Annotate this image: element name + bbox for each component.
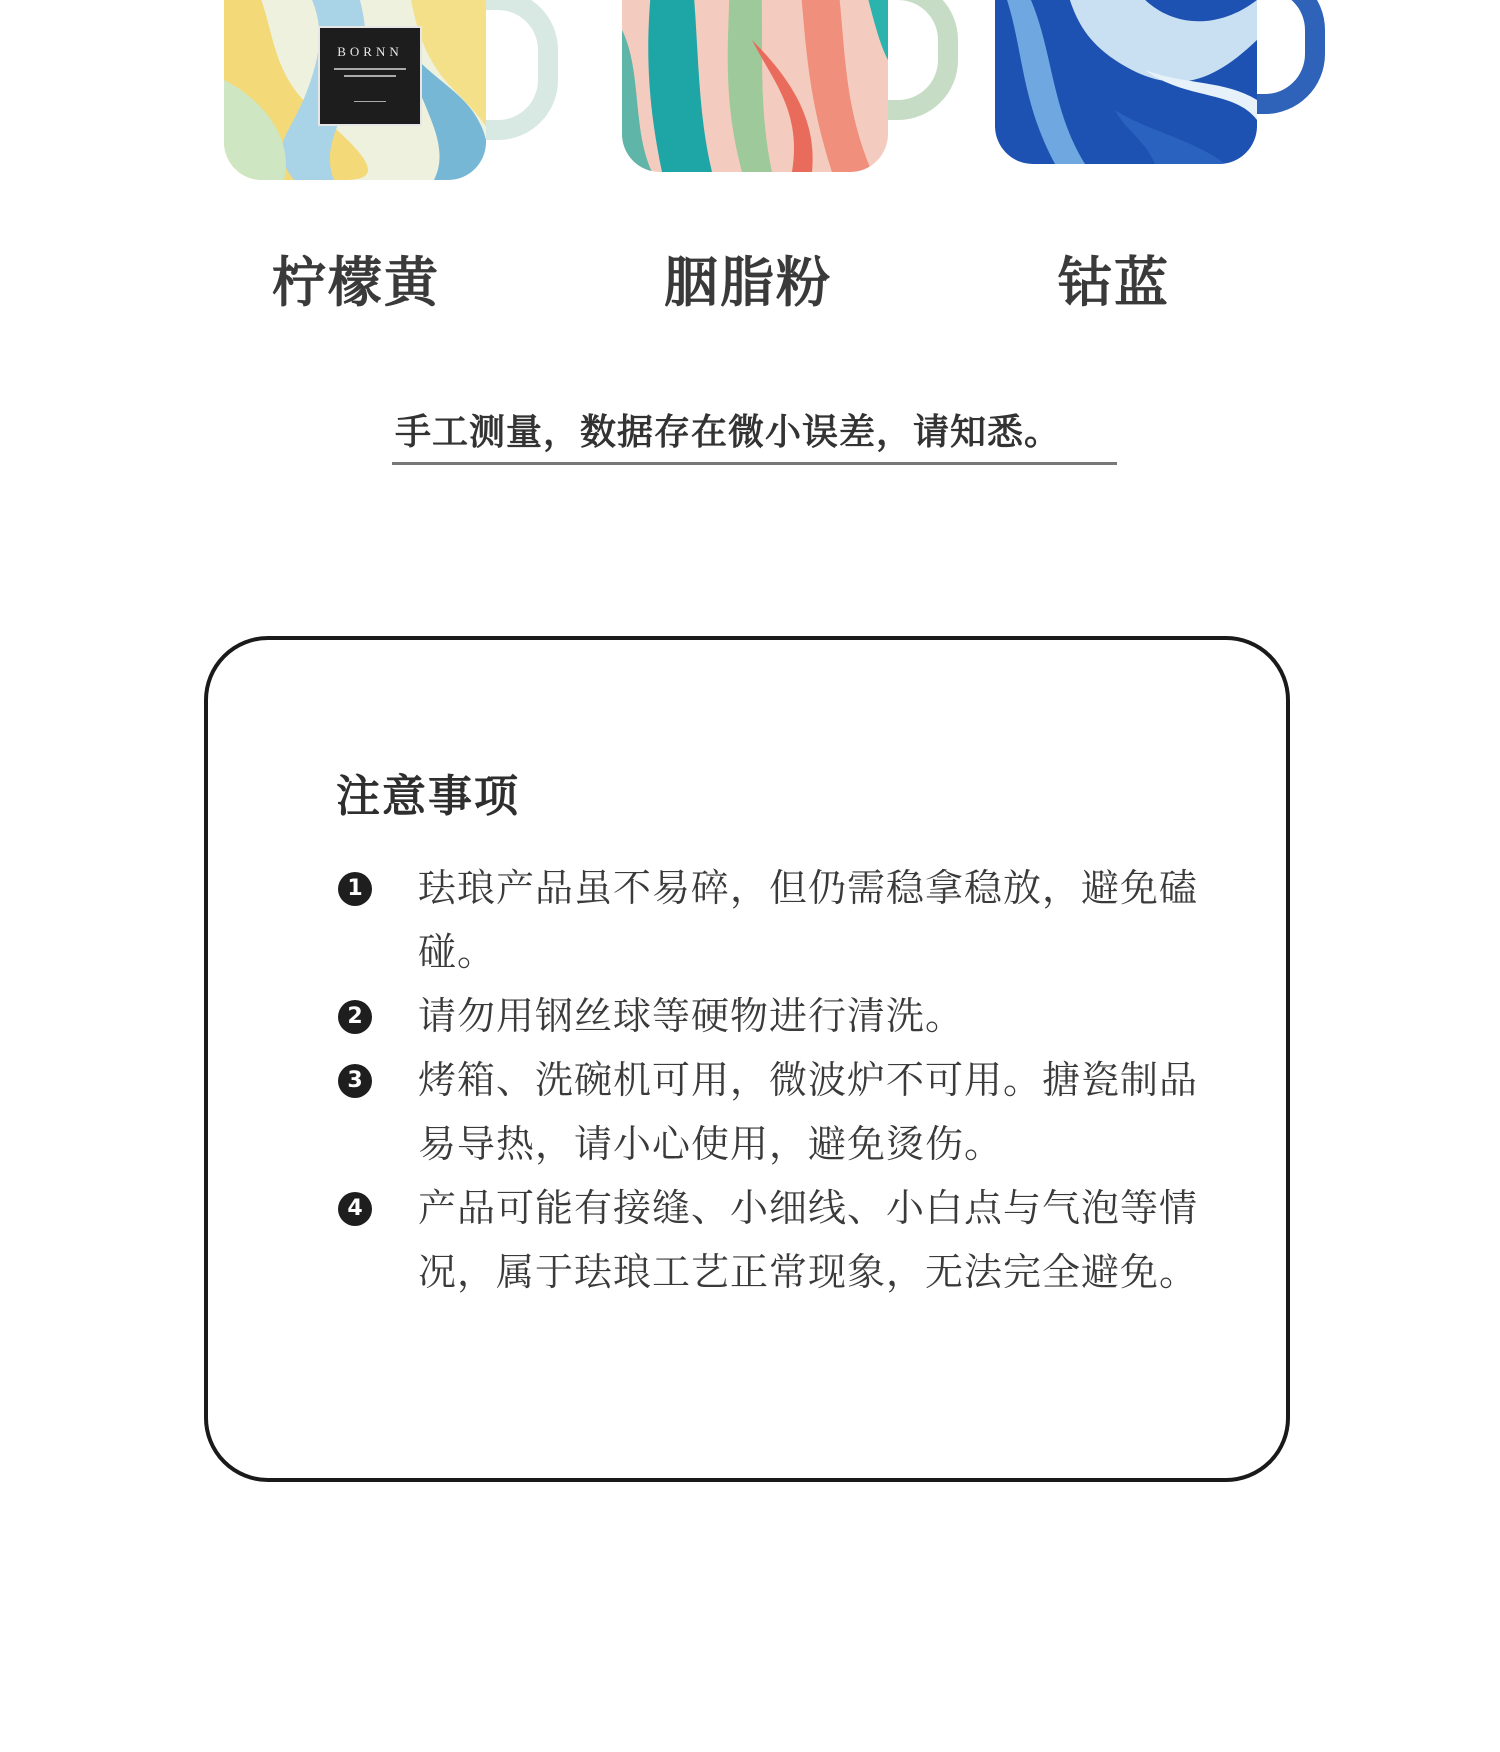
label-text-line — [344, 75, 396, 77]
notice-item-text: 请勿用钢丝球等硬物进行清洗。 — [418, 994, 965, 1038]
label-text-line — [334, 68, 406, 70]
product-name-lemon-yellow: 柠檬黄 — [272, 251, 440, 314]
mug-handle — [476, 0, 558, 140]
brand-label — [318, 26, 422, 126]
notice-item-text: 烤箱、洗碗机可用，微波炉不可用。搪瓷制品易导热，请小心使用，避免烫伤。 — [418, 1058, 1199, 1166]
number-badge: 3 — [338, 1064, 372, 1098]
mug-body — [224, 0, 486, 180]
notice-item-text: 珐琅产品虽不易碎，但仍需稳拿稳放，避免磕碰。 — [418, 866, 1199, 974]
notice-list — [336, 856, 1216, 1304]
product-name-cobalt-blue: 钴蓝 — [1058, 251, 1170, 314]
notice-item — [336, 856, 1216, 984]
note-underline — [392, 462, 1117, 465]
brand-name: BORNN — [337, 44, 403, 59]
label-text-line — [354, 101, 386, 102]
mug-handle — [878, 0, 958, 120]
notice-item — [336, 1176, 1216, 1304]
mug-body — [622, 0, 888, 172]
notice-title: 注意事项 — [336, 771, 520, 822]
mug-body — [995, 0, 1257, 164]
notice-card — [204, 636, 1290, 1482]
number-badge: 1 — [338, 872, 372, 906]
product-image-row — [0, 0, 1500, 200]
number-badge: 4 — [338, 1192, 372, 1226]
notice-item — [336, 1048, 1216, 1176]
number-badge: 2 — [338, 1000, 372, 1034]
notice-item — [336, 984, 1216, 1048]
measurement-note: 手工测量，数据存在微小误差，请知悉。 — [395, 412, 1062, 453]
notice-item-text: 产品可能有接缝、小细线、小白点与气泡等情况，属于珐琅工艺正常现象，无法完全避免。 — [418, 1186, 1199, 1294]
mug-handle — [1249, 0, 1325, 114]
product-name-rouge-pink: 胭脂粉 — [664, 251, 832, 314]
